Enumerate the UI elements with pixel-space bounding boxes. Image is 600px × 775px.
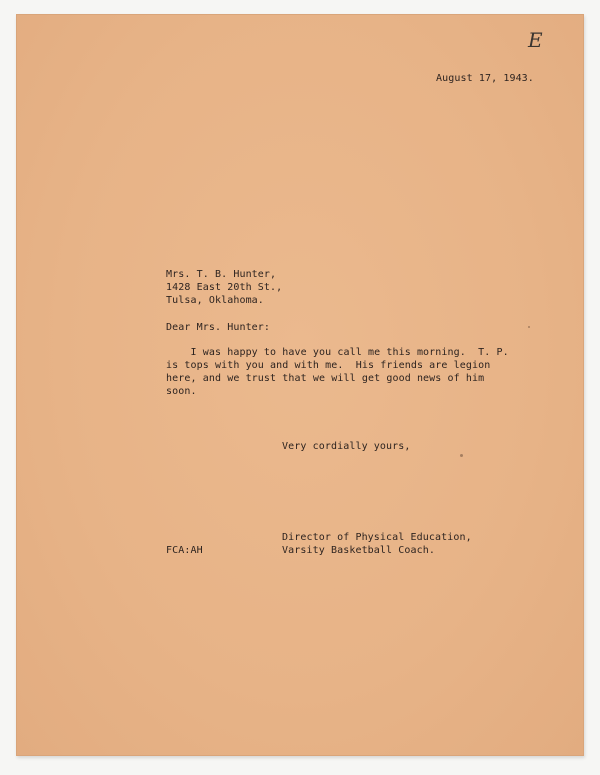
body-line: soon. <box>166 386 197 397</box>
body-line: here, and we trust that we will get good news of him <box>166 373 485 384</box>
body-line: I was happy to have you call me this morning. T. P. <box>166 347 509 358</box>
signature-line: Director of Physical Education, <box>282 532 472 543</box>
reference-initials: FCA:AH <box>166 545 203 556</box>
letter-paper <box>16 14 584 756</box>
recipient-line: Mrs. T. B. Hunter, <box>166 269 277 280</box>
salutation: Dear Mrs. Hunter: <box>166 322 271 333</box>
complimentary-closing: Very cordially yours, <box>282 441 411 452</box>
letter-date: August 17, 1943. <box>436 73 534 84</box>
recipient-line: 1428 East 20th St., <box>166 282 283 293</box>
body-line: is tops with you and with me. His friends are legion <box>166 360 491 371</box>
corner-mark: E <box>528 28 543 52</box>
signature-line: Varsity Basketball Coach. <box>282 545 436 556</box>
paper-speck <box>460 454 463 457</box>
paper-speck <box>528 326 530 328</box>
recipient-line: Tulsa, Oklahoma. <box>166 295 264 306</box>
